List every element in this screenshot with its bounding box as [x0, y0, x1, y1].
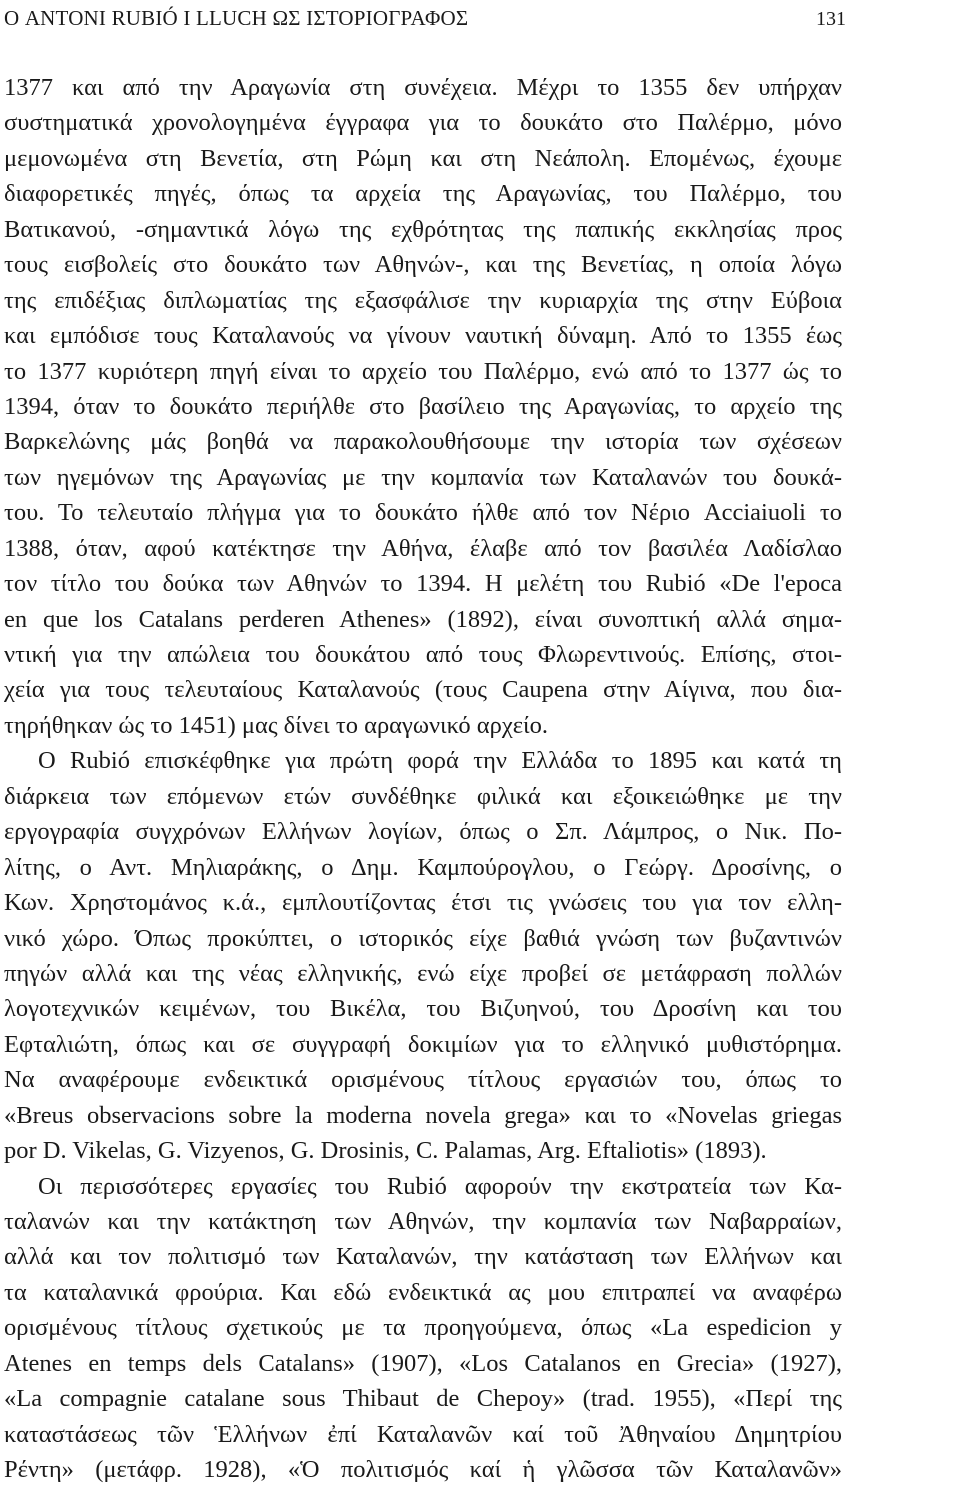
text-line: πηγών αλλά και της νέας ελληνικής, ενώ είχε προβεί σε μετάφραση πολλών [4, 959, 842, 987]
running-title: Ο ANTONI RUBIÓ I LLUCH ΩΣ ΙΣΤΟΡΙΟΓΡΑΦΟΣ [4, 6, 469, 30]
text-line: των ηγεμόνων της Αραγωνίας με την κομπανία των Καταλανών του δουκά- [4, 463, 842, 491]
text-line: Βαρκελώνης μάς βοηθά να παρακολουθήσουμε την ιστορία των σχέσεων [4, 428, 842, 456]
text-line: ντική για την απώλεια του δουκάτου από τους Φλωρεντινούς. Επίσης, στοι- [4, 641, 842, 668]
text-line: Κων. Χρηστομάνος κ.ά., εμπλουτίζοντας έτσι τις γνώσεις του για τον ελλη- [4, 889, 842, 917]
running-head [4, 6, 846, 34]
text-line: 1394, όταν το δουκάτο περιήλθε στο βασίλειο της Αραγωνίας, το αρχείο της [4, 392, 842, 420]
text-line: τα καταλανικά φρούρια. Και εδώ ενδεικτικά ας μου επιτραπεί να αναφέρω [4, 1278, 842, 1306]
text-line: διάρκεια των επόμενων ετών συνδέθηκε φιλικά και εξοικειώθηκε με την [4, 782, 842, 810]
text-line: και εμπόδισε τους Καταλανούς να γίνουν ναυτική δύναμη. Από το 1355 έως [4, 322, 842, 350]
text-line: μεμονωμένα στη Βενετία, στη Ρώμη και στη Νεάπολη. Επομένως, έχουμε [4, 144, 842, 172]
text-line: «Breus observacions sobre la moderna novela grega» και το «Novelas griegas [4, 1101, 842, 1129]
text-line: συστηματικά χρονολογημένα έγγραφα για το δουκάτο στο Παλέρμο, μόνο [4, 109, 842, 137]
text-line: λίτης, ο Αντ. Μηλιαράκης, ο Δημ. Καμπούρογλου, ο Γεώργ. Δροσίνης, ο [4, 853, 842, 881]
text-line: Βατικανού, -σημαντικά λόγω της εχθρότητας της παπικής εκκλησίας προς [4, 215, 842, 243]
text-line: Να αναφέρουμε ενδεικτικά ορισμένους τίτλους εργασιών του, όπως το [4, 1066, 842, 1094]
text-line: τους εισβολείς στο δουκάτο των Αθηνών-, και της Βενετίας, η οποία λόγω [4, 251, 842, 279]
text-line: διαφορετικές πηγές, όπως τα αρχεία της Αραγωνίας, του Παλέρμο, του [4, 180, 842, 208]
paragraph-end-line: por D. Vikelas, G. Vizyenos, G. Drosinis, C. Palamas, Arg. Eftaliotis» (1893). [4, 1137, 767, 1165]
text-line: λογοτεχνικών κειμένων, του Βικέλα, του Βιζυηνού, του Δροσίνη και του [4, 995, 842, 1023]
body-text [4, 70, 842, 1488]
text-line: νικό χώρο. Όπως προκύπτει, ο ιστορικός είχε βαθιά γνώση των βυζαντινών [4, 924, 842, 952]
paragraph-first-line: Οι περισσότερες εργασίες του Rubió αφορούν την εκστρατεία των Κα- [38, 1172, 842, 1200]
text-line: Εφταλιώτη, όπως και σε συγγραφή δοκιμίων για το ελληνικό μυθιστόρημα. [4, 1030, 842, 1058]
paragraph-first-line: Ο Rubió επισκέφθηκε για πρώτη φορά την Ελλάδα το 1895 και κατά τη [38, 747, 842, 775]
text-line: en que los Catalans perderen Athenes» (1892), είναι συνοπτική αλλά σημα- [4, 605, 842, 633]
text-line: καταστάσεως τῶν Ἑλλήνων ἐπί Καταλανῶν καί τοῦ Ἀθηναίου Δημητρίου [4, 1420, 842, 1448]
paragraph-end-line: τηρήθηκαν ώς το 1451) μας δίνει το αραγωνικό αρχείο. [4, 711, 549, 739]
text-line: το 1377 κυριότερη πηγή είναι το αρχείο του Παλέρμο, ενώ από το 1377 ώς το [4, 357, 842, 385]
text-line: «La compagnie catalane sous Thibaut de Chepoy» (trad. 1955), «Περί της [4, 1385, 842, 1413]
text-line: Atenes en temps dels Catalans» (1907), «Los Catalanos en Grecia» (1927), [4, 1349, 842, 1377]
text-line: αλλά και τον πολιτισμό των Καταλανών, την κατάσταση των Ελλήνων και [4, 1243, 842, 1271]
text-line: Ρέντη» (μετάφρ. 1928), «Ὁ πολιτισμός καί ἡ γλῶσσα τῶν Καταλανῶν» [4, 1456, 842, 1484]
text-line: της επιδέξιας διπλωματίας της εξασφάλισε την κυριαρχία της στην Εύβοια [4, 286, 842, 314]
text-line: 1388, όταν, αφού κατέκτησε την Αθήνα, έλαβε από τον βασιλέα Λαδίσλαο [4, 534, 842, 562]
text-line: τον τίτλο του δούκα των Αθηνών το 1394. Η μελέτη του Rubió «De l'epoca [4, 570, 842, 598]
text-line: του. Το τελευταίο πλήγμα για το δουκάτο ήλθε από τον Νέριο Acciaiuoli το [4, 499, 842, 527]
text-line: 1377 και από την Αραγωνία στη συνέχεια. Μέχρι το 1355 δεν υπήρχαν [4, 74, 842, 101]
text-line: εργογραφία συγχρόνων Ελλήνων λογίων, όπως ο Σπ. Λάμπρος, ο Νικ. Πο- [4, 818, 842, 846]
text-line: χεία για τους τελευταίους Καταλανούς (τους Caupena στην Αίγινα, που δια- [4, 676, 842, 704]
text-line: ταλανών και την κατάκτηση των Αθηνών, την κομπανία των Ναβαρραίων, [4, 1208, 842, 1235]
text-line: ορισμένους τίτλους σχετικούς με τα προηγούμενα, όπως «La espedicion y [4, 1314, 842, 1342]
page-number: 131 [816, 8, 846, 30]
